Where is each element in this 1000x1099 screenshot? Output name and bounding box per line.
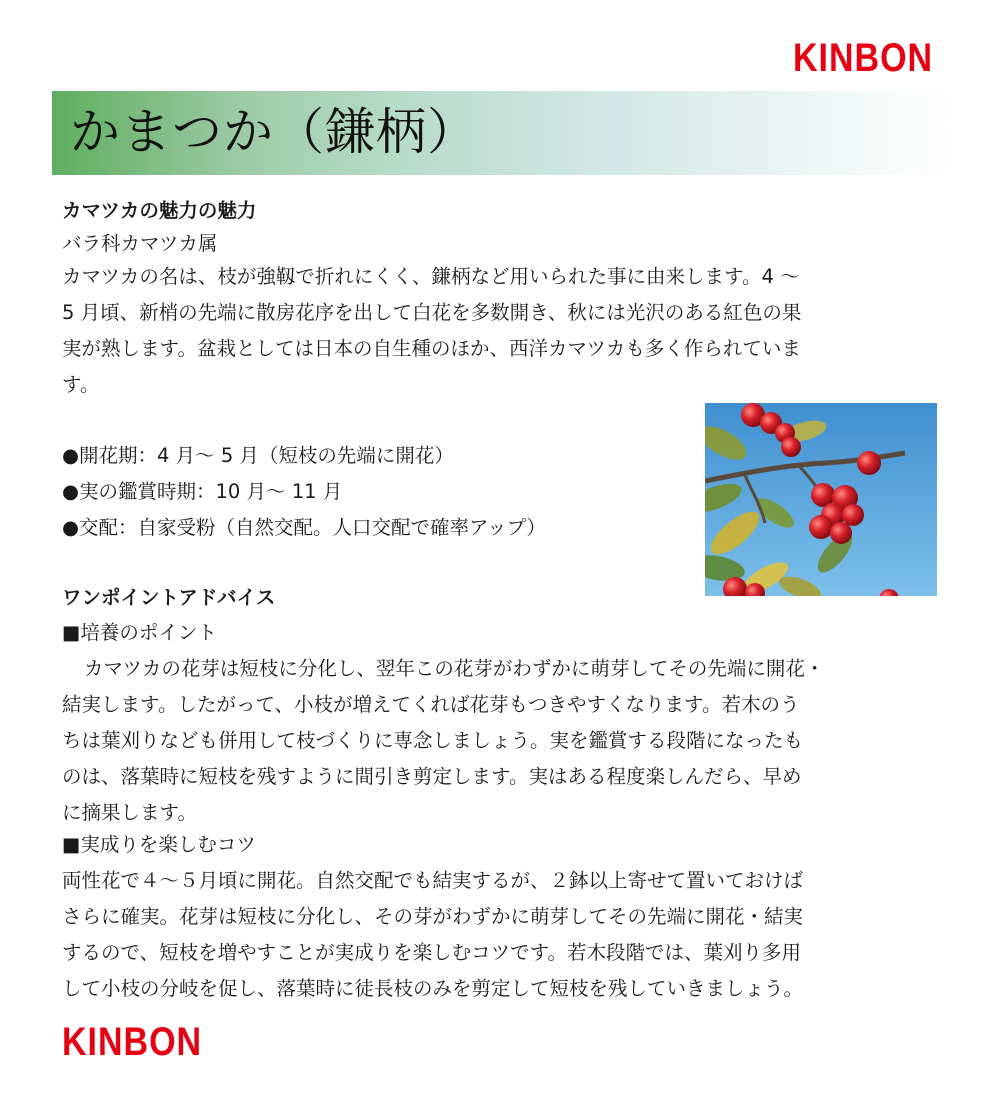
fruiting-line: するので、短枝を増やすことが実成りを楽しむコツです。若木段階では、葉刈り多用 xyxy=(62,941,802,964)
section-title-cultivation: ■培養のポイント xyxy=(62,621,217,644)
cultivation-line: ちは葉刈りなども併用して枝づくりに専念しましょう。実を鑑賞する段階になったも xyxy=(62,729,804,752)
fruiting-line: して小枝の分岐を促し、落葉時に徒長枝のみを剪定して短枝を残していきましょう。 xyxy=(62,977,804,1000)
page-title: かまつか（鎌柄） xyxy=(70,103,478,161)
advice-heading: ワンポイントアドバイス xyxy=(62,586,276,609)
brand-logo-top: KINBON xyxy=(793,35,934,81)
intro-line: す。 xyxy=(62,373,100,396)
cultivation-line: に摘果します。 xyxy=(62,801,197,824)
fruiting-line: さらに確実。花芽は短枝に分化し、その芽がわずかに萌芽してその先端に開花・結実 xyxy=(62,905,804,928)
fact-bloom: ●開花期：4 月〜 5 月（短枝の先端に開花） xyxy=(62,444,454,467)
intro-heading: カマツカの魅力の魅力 xyxy=(62,199,257,222)
section-title-fruiting: ■実成りを楽しむコツ xyxy=(62,833,256,856)
plant-family: バラ科カマツカ属 xyxy=(62,232,218,255)
fruiting-line: 両性花で４〜５月頃に開花。自然交配でも結実するが、２鉢以上寄せて置いておけば xyxy=(62,869,804,892)
intro-line: 実が熟します。盆栽としては日本の自生種のほか、西洋カマツカも多く作られていま xyxy=(62,337,801,360)
cultivation-line: カマツカの花芽は短枝に分化し、翌年この花芽がわずかに萌芽してその先端に開花・ xyxy=(84,657,825,680)
intro-line: 5 月頃、新梢の先端に散房花序を出して白花を多数開き、秋には光沢のある紅色の果 xyxy=(62,301,802,324)
cultivation-line: のは、落葉時に短枝を残すように間引き剪定します。実はある程度楽しんだら、早め xyxy=(62,765,802,788)
cultivation-line: 結実します。したがって、小枝が増えてくれば花芽もつきやすくなります。若木のう xyxy=(62,693,800,716)
intro-line: カマツカの名は、枝が強靱で折れにくく、鎌柄など用いられた事に由来します。4 〜 xyxy=(62,265,800,288)
brand-logo-bottom: KINBON xyxy=(62,1019,203,1065)
fact-pollination: ●交配：自家受粉（自然交配。人口交配で確率アップ） xyxy=(62,516,546,539)
berry-photo xyxy=(705,403,937,596)
fact-fruit: ●実の鑑賞時期：10 月〜 11 月 xyxy=(62,480,343,503)
